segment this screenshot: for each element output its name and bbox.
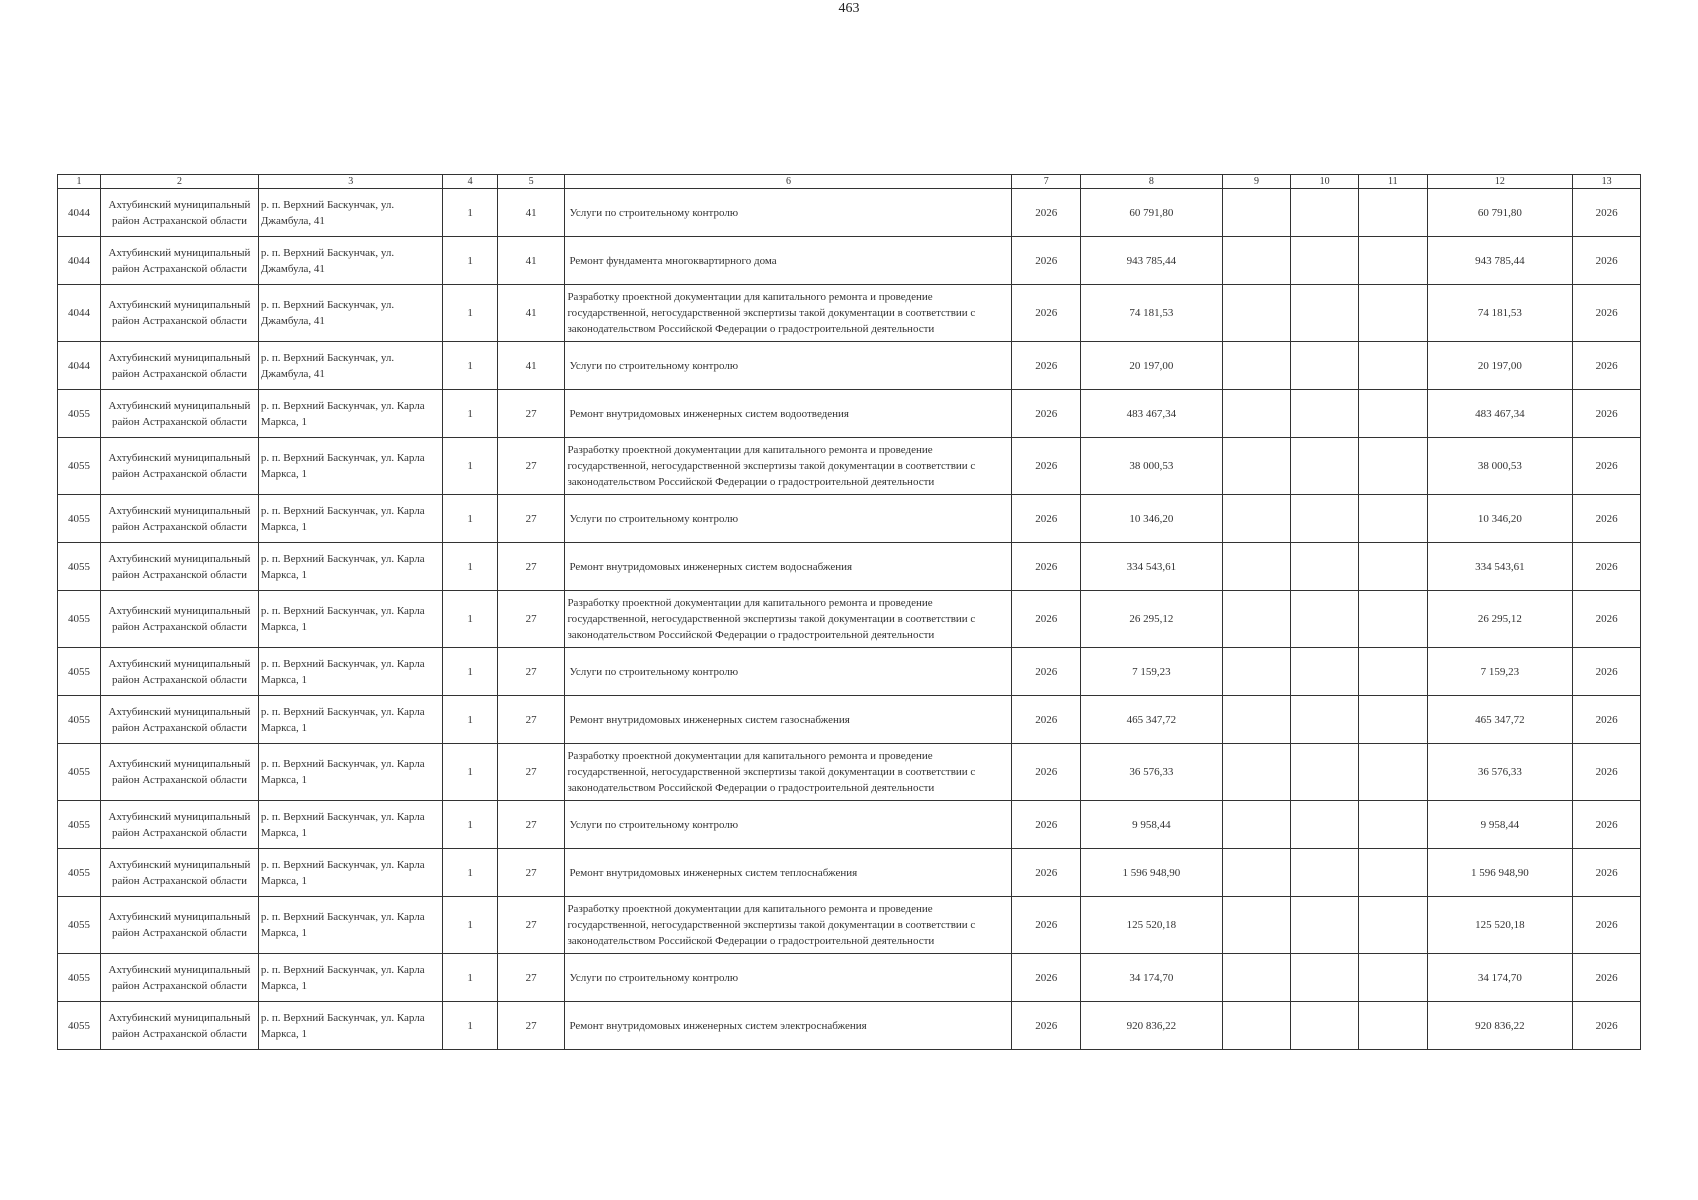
address-cell: р. п. Верхний Баскунчак, ул. Карла Маркса, 1: [258, 801, 443, 849]
completion-year-cell: 2026: [1573, 648, 1641, 696]
cost-10-cell: [1291, 543, 1359, 591]
address-cell: р. п. Верхний Баскунчак, ул. Карла Маркса, 1: [258, 744, 443, 801]
cost-11-cell: [1358, 648, 1427, 696]
table-body: [58, 189, 1641, 1050]
cost-11-cell: [1358, 189, 1427, 237]
cost-10-cell: [1291, 1002, 1359, 1050]
completion-year-cell: 2026: [1573, 189, 1641, 237]
work-type-cell: Услуги по строительному контролю: [565, 342, 1012, 390]
table-row: [58, 897, 1641, 954]
record-number-cell: 4055: [58, 954, 101, 1002]
count-2-cell: 41: [497, 342, 565, 390]
municipality-cell: Ахтубинский муниципальный район Астраханской области: [101, 591, 259, 648]
work-type-cell: Разработку проектной документации для капитального ремонта и проведение государственной, негосударственной экспертизы такой документации в соответствии с законодательством Российской Федерации о градостроительной деятельности: [565, 591, 1012, 648]
cost-10-cell: [1291, 849, 1359, 897]
completion-year-cell: 2026: [1573, 897, 1641, 954]
cost-total-cell: 920 836,22: [1081, 1002, 1222, 1050]
record-number-cell: 4055: [58, 897, 101, 954]
work-type-cell: Ремонт внутридомовых инженерных систем водоотведения: [565, 390, 1012, 438]
cost-10-cell: [1291, 954, 1359, 1002]
completion-year-cell: 2026: [1573, 801, 1641, 849]
cost-12-cell: 1 596 948,90: [1427, 849, 1573, 897]
cost-12-cell: 483 467,34: [1427, 390, 1573, 438]
work-type-cell: Услуги по строительному контролю: [565, 801, 1012, 849]
year-cell: 2026: [1012, 696, 1081, 744]
cost-10-cell: [1291, 342, 1359, 390]
cost-10-cell: [1291, 897, 1359, 954]
year-cell: 2026: [1012, 189, 1081, 237]
record-number-cell: 4055: [58, 696, 101, 744]
cost-11-cell: [1358, 696, 1427, 744]
municipality-cell: Ахтубинский муниципальный район Астраханской области: [101, 849, 259, 897]
work-type-cell: Услуги по строительному контролю: [565, 189, 1012, 237]
cost-10-cell: [1291, 285, 1359, 342]
cost-total-cell: 20 197,00: [1081, 342, 1222, 390]
count-1-cell: 1: [443, 285, 497, 342]
year-cell: 2026: [1012, 543, 1081, 591]
completion-year-cell: 2026: [1573, 1002, 1641, 1050]
completion-year-cell: 2026: [1573, 591, 1641, 648]
record-number-cell: 4055: [58, 495, 101, 543]
work-type-cell: Разработку проектной документации для капитального ремонта и проведение государственной, негосударственной экспертизы такой документации в соответствии с законодательством Российской Федерации о градостроительной деятельности: [565, 897, 1012, 954]
table-row: [58, 189, 1641, 237]
cost-10-cell: [1291, 648, 1359, 696]
work-type-cell: Ремонт внутридомовых инженерных систем газоснабжения: [565, 696, 1012, 744]
cost-12-cell: 36 576,33: [1427, 744, 1573, 801]
count-1-cell: 1: [443, 237, 497, 285]
cost-12-cell: 9 958,44: [1427, 801, 1573, 849]
year-cell: 2026: [1012, 849, 1081, 897]
cost-12-cell: 34 174,70: [1427, 954, 1573, 1002]
address-cell: р. п. Верхний Баскунчак, ул. Карла Маркса, 1: [258, 897, 443, 954]
table-row: [58, 954, 1641, 1002]
work-type-cell: Услуги по строительному контролю: [565, 648, 1012, 696]
cost-9-cell: [1222, 342, 1291, 390]
municipality-cell: Ахтубинский муниципальный район Астраханской области: [101, 342, 259, 390]
record-number-cell: 4044: [58, 285, 101, 342]
year-cell: 2026: [1012, 438, 1081, 495]
column-number-6: 6: [565, 175, 1012, 189]
record-number-cell: 4044: [58, 237, 101, 285]
count-2-cell: 27: [497, 1002, 565, 1050]
address-cell: р. п. Верхний Баскунчак, ул. Карла Маркса, 1: [258, 438, 443, 495]
year-cell: 2026: [1012, 648, 1081, 696]
cost-12-cell: 20 197,00: [1427, 342, 1573, 390]
cost-total-cell: 10 346,20: [1081, 495, 1222, 543]
count-2-cell: 27: [497, 801, 565, 849]
cost-10-cell: [1291, 591, 1359, 648]
cost-total-cell: 38 000,53: [1081, 438, 1222, 495]
cost-total-cell: 36 576,33: [1081, 744, 1222, 801]
capital-repair-table: [57, 174, 1641, 1050]
cost-11-cell: [1358, 495, 1427, 543]
count-2-cell: 27: [497, 438, 565, 495]
cost-10-cell: [1291, 696, 1359, 744]
cost-total-cell: 60 791,80: [1081, 189, 1222, 237]
completion-year-cell: 2026: [1573, 954, 1641, 1002]
cost-9-cell: [1222, 801, 1291, 849]
work-type-cell: Разработку проектной документации для капитального ремонта и проведение государственной, негосударственной экспертизы такой документации в соответствии с законодательством Российской Федерации о градостроительной деятельности: [565, 285, 1012, 342]
table-row: [58, 390, 1641, 438]
cost-12-cell: 74 181,53: [1427, 285, 1573, 342]
cost-total-cell: 7 159,23: [1081, 648, 1222, 696]
count-1-cell: 1: [443, 1002, 497, 1050]
table-row: [58, 543, 1641, 591]
year-cell: 2026: [1012, 954, 1081, 1002]
count-1-cell: 1: [443, 801, 497, 849]
count-2-cell: 27: [497, 696, 565, 744]
count-1-cell: 1: [443, 591, 497, 648]
table-row: [58, 438, 1641, 495]
cost-11-cell: [1358, 849, 1427, 897]
cost-12-cell: 7 159,23: [1427, 648, 1573, 696]
municipality-cell: Ахтубинский муниципальный район Астраханской области: [101, 954, 259, 1002]
year-cell: 2026: [1012, 285, 1081, 342]
municipality-cell: Ахтубинский муниципальный район Астраханской области: [101, 1002, 259, 1050]
work-type-cell: Ремонт внутридомовых инженерных систем водоснабжения: [565, 543, 1012, 591]
cost-9-cell: [1222, 897, 1291, 954]
cost-10-cell: [1291, 189, 1359, 237]
count-1-cell: 1: [443, 189, 497, 237]
table-row: [58, 495, 1641, 543]
cost-9-cell: [1222, 1002, 1291, 1050]
count-2-cell: 27: [497, 744, 565, 801]
count-1-cell: 1: [443, 744, 497, 801]
work-type-cell: Разработку проектной документации для капитального ремонта и проведение государственной, негосударственной экспертизы такой документации в соответствии с законодательством Российской Федерации о градостроительной деятельности: [565, 744, 1012, 801]
cost-9-cell: [1222, 543, 1291, 591]
table-row: [58, 849, 1641, 897]
cost-11-cell: [1358, 801, 1427, 849]
cost-9-cell: [1222, 744, 1291, 801]
cost-9-cell: [1222, 591, 1291, 648]
count-1-cell: 1: [443, 390, 497, 438]
cost-10-cell: [1291, 801, 1359, 849]
cost-10-cell: [1291, 390, 1359, 438]
record-number-cell: 4044: [58, 342, 101, 390]
cost-total-cell: 483 467,34: [1081, 390, 1222, 438]
column-number-5: 5: [497, 175, 565, 189]
address-cell: р. п. Верхний Баскунчак, ул. Карла Маркса, 1: [258, 1002, 443, 1050]
completion-year-cell: 2026: [1573, 744, 1641, 801]
table-row: [58, 801, 1641, 849]
completion-year-cell: 2026: [1573, 849, 1641, 897]
cost-11-cell: [1358, 1002, 1427, 1050]
address-cell: р. п. Верхний Баскунчак, ул. Карла Маркса, 1: [258, 849, 443, 897]
cost-9-cell: [1222, 696, 1291, 744]
count-1-cell: 1: [443, 495, 497, 543]
completion-year-cell: 2026: [1573, 696, 1641, 744]
address-cell: р. п. Верхний Баскунчак, ул. Карла Маркса, 1: [258, 954, 443, 1002]
completion-year-cell: 2026: [1573, 543, 1641, 591]
cost-11-cell: [1358, 954, 1427, 1002]
work-type-cell: Услуги по строительному контролю: [565, 495, 1012, 543]
table-row: [58, 744, 1641, 801]
cost-9-cell: [1222, 648, 1291, 696]
year-cell: 2026: [1012, 801, 1081, 849]
count-2-cell: 41: [497, 237, 565, 285]
record-number-cell: 4055: [58, 744, 101, 801]
count-1-cell: 1: [443, 342, 497, 390]
address-cell: р. п. Верхний Баскунчак, ул. Карла Маркса, 1: [258, 648, 443, 696]
cost-9-cell: [1222, 495, 1291, 543]
column-number-13: 13: [1573, 175, 1641, 189]
cost-total-cell: 34 174,70: [1081, 954, 1222, 1002]
municipality-cell: Ахтубинский муниципальный район Астраханской области: [101, 237, 259, 285]
municipality-cell: Ахтубинский муниципальный район Астраханской области: [101, 189, 259, 237]
municipality-cell: Ахтубинский муниципальный район Астраханской области: [101, 285, 259, 342]
completion-year-cell: 2026: [1573, 285, 1641, 342]
table-row: [58, 1002, 1641, 1050]
address-cell: р. п. Верхний Баскунчак, ул. Джамбула, 41: [258, 285, 443, 342]
table-row: [58, 648, 1641, 696]
record-number-cell: 4055: [58, 390, 101, 438]
cost-10-cell: [1291, 744, 1359, 801]
cost-9-cell: [1222, 954, 1291, 1002]
cost-10-cell: [1291, 495, 1359, 543]
record-number-cell: 4055: [58, 849, 101, 897]
work-type-cell: Разработку проектной документации для капитального ремонта и проведение государственной, негосударственной экспертизы такой документации в соответствии с законодательством Российской Федерации о градостроительной деятельности: [565, 438, 1012, 495]
completion-year-cell: 2026: [1573, 495, 1641, 543]
cost-11-cell: [1358, 897, 1427, 954]
count-2-cell: 27: [497, 390, 565, 438]
cost-10-cell: [1291, 237, 1359, 285]
column-number-2: 2: [101, 175, 259, 189]
work-type-cell: Ремонт внутридомовых инженерных систем теплоснабжения: [565, 849, 1012, 897]
cost-9-cell: [1222, 390, 1291, 438]
address-cell: р. п. Верхний Баскунчак, ул. Джамбула, 41: [258, 237, 443, 285]
cost-12-cell: 60 791,80: [1427, 189, 1573, 237]
count-2-cell: 27: [497, 648, 565, 696]
cost-12-cell: 920 836,22: [1427, 1002, 1573, 1050]
cost-total-cell: 26 295,12: [1081, 591, 1222, 648]
count-2-cell: 27: [497, 897, 565, 954]
cost-total-cell: 1 596 948,90: [1081, 849, 1222, 897]
count-1-cell: 1: [443, 696, 497, 744]
record-number-cell: 4044: [58, 189, 101, 237]
column-number-9: 9: [1222, 175, 1291, 189]
count-2-cell: 41: [497, 189, 565, 237]
cost-11-cell: [1358, 390, 1427, 438]
count-2-cell: 27: [497, 954, 565, 1002]
column-number-1: 1: [58, 175, 101, 189]
record-number-cell: 4055: [58, 648, 101, 696]
cost-12-cell: 26 295,12: [1427, 591, 1573, 648]
municipality-cell: Ахтубинский муниципальный район Астраханской области: [101, 495, 259, 543]
work-type-cell: Ремонт внутридомовых инженерных систем электроснабжения: [565, 1002, 1012, 1050]
count-2-cell: 27: [497, 591, 565, 648]
work-type-cell: Ремонт фундамента многоквартирного дома: [565, 237, 1012, 285]
count-2-cell: 27: [497, 849, 565, 897]
column-number-8: 8: [1081, 175, 1222, 189]
municipality-cell: Ахтубинский муниципальный район Астраханской области: [101, 897, 259, 954]
table-row: [58, 696, 1641, 744]
address-cell: р. п. Верхний Баскунчак, ул. Карла Маркса, 1: [258, 696, 443, 744]
municipality-cell: Ахтубинский муниципальный район Астраханской области: [101, 543, 259, 591]
address-cell: р. п. Верхний Баскунчак, ул. Карла Маркса, 1: [258, 591, 443, 648]
municipality-cell: Ахтубинский муниципальный район Астраханской области: [101, 696, 259, 744]
municipality-cell: Ахтубинский муниципальный район Астраханской области: [101, 801, 259, 849]
column-number-3: 3: [258, 175, 443, 189]
column-number-11: 11: [1358, 175, 1427, 189]
year-cell: 2026: [1012, 342, 1081, 390]
cost-total-cell: 9 958,44: [1081, 801, 1222, 849]
address-cell: р. п. Верхний Баскунчак, ул. Карла Маркса, 1: [258, 495, 443, 543]
cost-11-cell: [1358, 237, 1427, 285]
address-cell: р. п. Верхний Баскунчак, ул. Джамбула, 41: [258, 189, 443, 237]
cost-total-cell: 74 181,53: [1081, 285, 1222, 342]
record-number-cell: 4055: [58, 801, 101, 849]
cost-9-cell: [1222, 438, 1291, 495]
year-cell: 2026: [1012, 237, 1081, 285]
cost-12-cell: 125 520,18: [1427, 897, 1573, 954]
year-cell: 2026: [1012, 897, 1081, 954]
cost-10-cell: [1291, 438, 1359, 495]
municipality-cell: Ахтубинский муниципальный район Астраханской области: [101, 744, 259, 801]
municipality-cell: Ахтубинский муниципальный район Астраханской области: [101, 390, 259, 438]
cost-12-cell: 10 346,20: [1427, 495, 1573, 543]
table-row: [58, 591, 1641, 648]
completion-year-cell: 2026: [1573, 342, 1641, 390]
record-number-cell: 4055: [58, 543, 101, 591]
record-number-cell: 4055: [58, 438, 101, 495]
count-1-cell: 1: [443, 543, 497, 591]
column-number-7: 7: [1012, 175, 1081, 189]
municipality-cell: Ахтубинский муниципальный район Астраханской области: [101, 438, 259, 495]
count-1-cell: 1: [443, 849, 497, 897]
table-row: [58, 237, 1641, 285]
count-1-cell: 1: [443, 897, 497, 954]
completion-year-cell: 2026: [1573, 237, 1641, 285]
address-cell: р. п. Верхний Баскунчак, ул. Карла Маркса, 1: [258, 390, 443, 438]
count-1-cell: 1: [443, 648, 497, 696]
cost-12-cell: 38 000,53: [1427, 438, 1573, 495]
column-number-12: 12: [1427, 175, 1573, 189]
year-cell: 2026: [1012, 390, 1081, 438]
record-number-cell: 4055: [58, 591, 101, 648]
table-row: [58, 285, 1641, 342]
municipality-cell: Ахтубинский муниципальный район Астраханской области: [101, 648, 259, 696]
record-number-cell: 4055: [58, 1002, 101, 1050]
cost-12-cell: 465 347,72: [1427, 696, 1573, 744]
cost-11-cell: [1358, 744, 1427, 801]
completion-year-cell: 2026: [1573, 438, 1641, 495]
count-2-cell: 27: [497, 543, 565, 591]
cost-9-cell: [1222, 285, 1291, 342]
count-1-cell: 1: [443, 438, 497, 495]
cost-11-cell: [1358, 438, 1427, 495]
column-number-4: 4: [443, 175, 497, 189]
cost-11-cell: [1358, 543, 1427, 591]
year-cell: 2026: [1012, 744, 1081, 801]
cost-12-cell: 334 543,61: [1427, 543, 1573, 591]
work-type-cell: Услуги по строительному контролю: [565, 954, 1012, 1002]
address-cell: р. п. Верхний Баскунчак, ул. Карла Маркса, 1: [258, 543, 443, 591]
column-number-10: 10: [1291, 175, 1359, 189]
year-cell: 2026: [1012, 495, 1081, 543]
cost-11-cell: [1358, 591, 1427, 648]
cost-total-cell: 334 543,61: [1081, 543, 1222, 591]
cost-11-cell: [1358, 342, 1427, 390]
count-2-cell: 41: [497, 285, 565, 342]
count-1-cell: 1: [443, 954, 497, 1002]
cost-total-cell: 943 785,44: [1081, 237, 1222, 285]
cost-total-cell: 125 520,18: [1081, 897, 1222, 954]
table-row: [58, 342, 1641, 390]
cost-11-cell: [1358, 285, 1427, 342]
cost-9-cell: [1222, 849, 1291, 897]
count-2-cell: 27: [497, 495, 565, 543]
cost-12-cell: 943 785,44: [1427, 237, 1573, 285]
completion-year-cell: 2026: [1573, 390, 1641, 438]
cost-9-cell: [1222, 237, 1291, 285]
page-number: 463: [838, 1, 860, 16]
address-cell: р. п. Верхний Баскунчак, ул. Джамбула, 41: [258, 342, 443, 390]
cost-total-cell: 465 347,72: [1081, 696, 1222, 744]
year-cell: 2026: [1012, 591, 1081, 648]
year-cell: 2026: [1012, 1002, 1081, 1050]
cost-9-cell: [1222, 189, 1291, 237]
column-number-header: [58, 175, 1641, 189]
